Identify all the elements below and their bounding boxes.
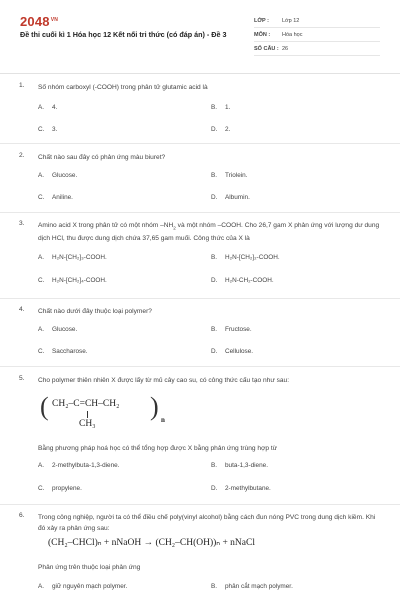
reaction-equation: (CH₂–CHCl)ₙ + nNaOH → (CH₂–CH(OH))ₙ + nNaCl: [48, 538, 255, 548]
polymer-structure-formula: ( CH₂–C=CH–CH₂ CH₃ ) n: [40, 392, 165, 429]
question-separator: [0, 504, 400, 505]
option-d[interactable]: D. H₂N-CH₂-COOH.: [211, 277, 274, 284]
header-divider: [0, 73, 400, 74]
option-b[interactable]: B. phân cắt mạch polymer.: [211, 583, 293, 590]
option-a[interactable]: A. 2-methylbuta-1,3-diene.: [38, 462, 120, 469]
option-a[interactable]: A. H₂N-[CH₂]₃-COOH.: [38, 254, 107, 261]
meta-row-class: LỚP : Lớp 12: [254, 14, 380, 28]
exam-meta: [254, 14, 380, 56]
option-b[interactable]: B. 1.: [211, 104, 231, 111]
option-a[interactable]: A. Glucose.: [38, 172, 78, 179]
option-b[interactable]: B. Fructose.: [211, 326, 252, 333]
option-c[interactable]: C. Saccharose.: [38, 348, 88, 355]
option-c[interactable]: C. propylene.: [38, 485, 82, 492]
question-separator: [0, 143, 400, 144]
option-b[interactable]: B. H₂N-[CH₂]₂-COOH.: [211, 254, 280, 261]
option-d[interactable]: D. 2.: [211, 126, 231, 133]
page-header: [0, 0, 400, 80]
site-logo[interactable]: $2048^{VN}$: [20, 14, 59, 29]
question-separator: [0, 212, 400, 213]
option-b[interactable]: B. Triolein.: [211, 172, 248, 179]
option-c[interactable]: C. Aniline.: [38, 194, 73, 201]
option-c[interactable]: C. H₂N-[CH₂]₄-COOH.: [38, 277, 107, 284]
meta-row-subject: MÔN : Hóa học: [254, 28, 380, 42]
option-a[interactable]: A. 4.: [38, 104, 58, 111]
option-d[interactable]: D. Albumin.: [211, 194, 250, 201]
option-a[interactable]: A. giữ nguyên mạch polymer.: [38, 583, 128, 590]
question-separator: [0, 366, 400, 367]
option-c[interactable]: C. 3.: [38, 126, 58, 133]
option-b[interactable]: B. buta-1,3-diene.: [211, 462, 268, 469]
option-a[interactable]: A. Glucose.: [38, 326, 78, 333]
meta-row-count: SỐ CÂU : 26: [254, 42, 380, 56]
option-d[interactable]: D. 2-methylbutane.: [211, 485, 271, 492]
page-title: Đề thi cuối kì 1 Hóa học 12 Kết nối tri thức (có đáp án) - Đề 3: [20, 30, 227, 39]
question-separator: [0, 298, 400, 299]
option-d[interactable]: D. Cellulose.: [211, 348, 254, 355]
